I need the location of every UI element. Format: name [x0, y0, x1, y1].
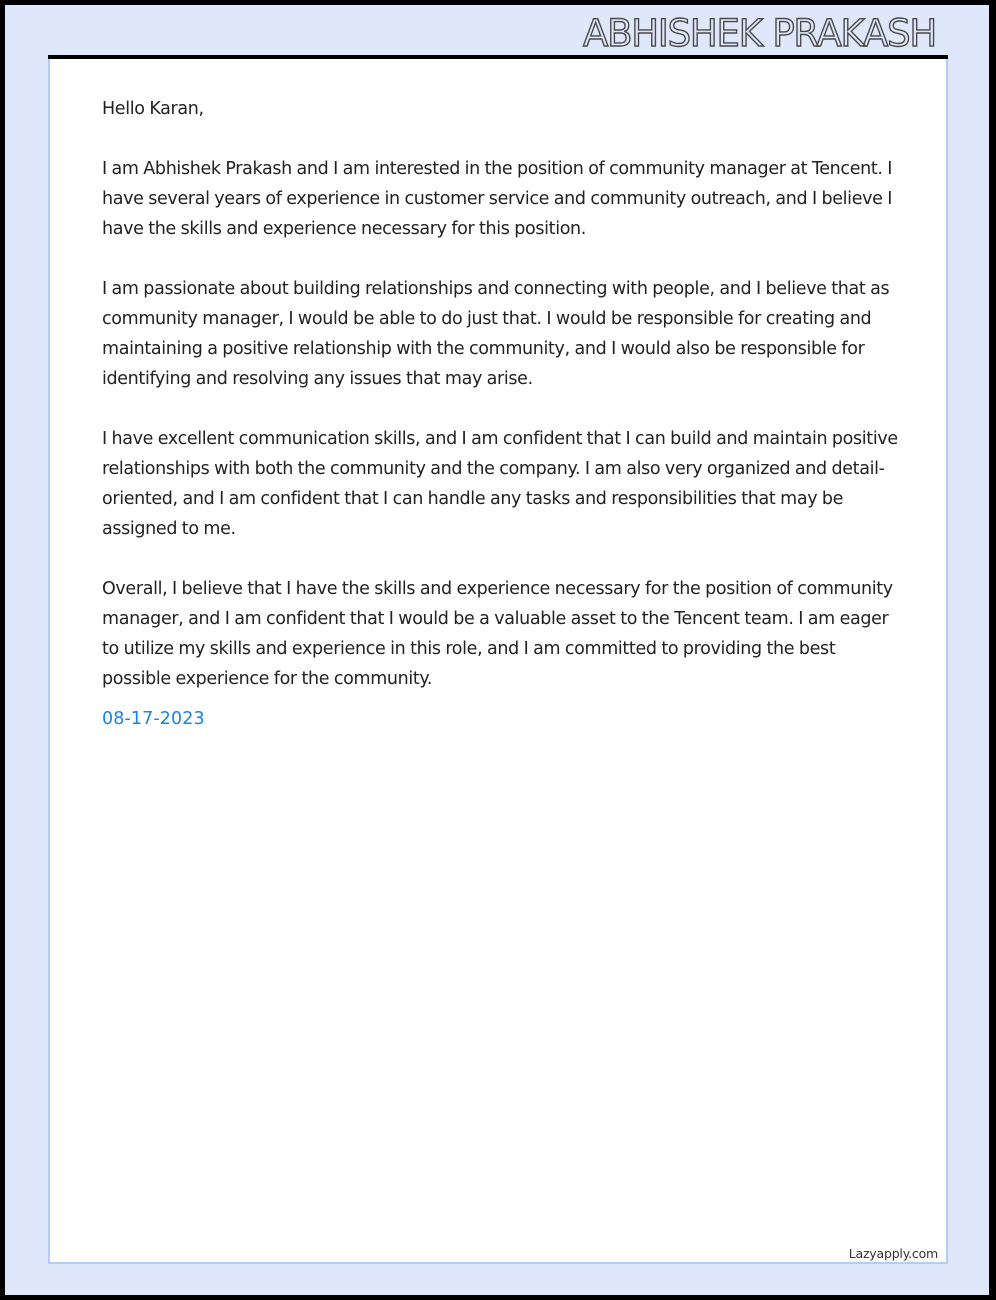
letter-greeting: Hello Karan,	[102, 99, 204, 119]
cover-letter-card	[48, 55, 948, 1264]
header-divider	[48, 55, 948, 59]
letter-paragraph-1: I am Abhishek Prakash and I am interested in the position of community manager at Tencent. I have several years of experience in customer service and community outreach, and I believe I have the skills and experience necessary for this position.	[102, 159, 893, 239]
footer-brand-link[interactable]: Lazyapply.com	[848, 1246, 938, 1261]
letter-body	[102, 94, 902, 734]
letter-paragraph-3: I have excellent communication skills, and I am confident that I can build and maintain positive relationships with both the community and the company. I am also very organized and detail-oriented, and I am confident that I can handle any tasks and responsibilities that may be assigned to me.	[102, 429, 898, 539]
applicant-name-header: ABHISHEK PRAKASH	[582, 12, 936, 55]
letter-paragraph-4: Overall, I believe that I have the skills and experience necessary for the position of community manager, and I am confident that I would be a valuable asset to the Tencent team. I am eager to utilize my skills and experience in this role, and I am committed to providing the best possible experience for the community.	[102, 579, 893, 689]
letter-paragraph-2: I am passionate about building relationships and connecting with people, and I believe that as community manager, I would be able to do just that. I would be responsible for creating and maintaining a positive relationship with the community, and I would also be responsible for identifying and resolving any issues that may arise.	[102, 279, 890, 389]
letter-date: 08-17-2023	[102, 709, 205, 729]
